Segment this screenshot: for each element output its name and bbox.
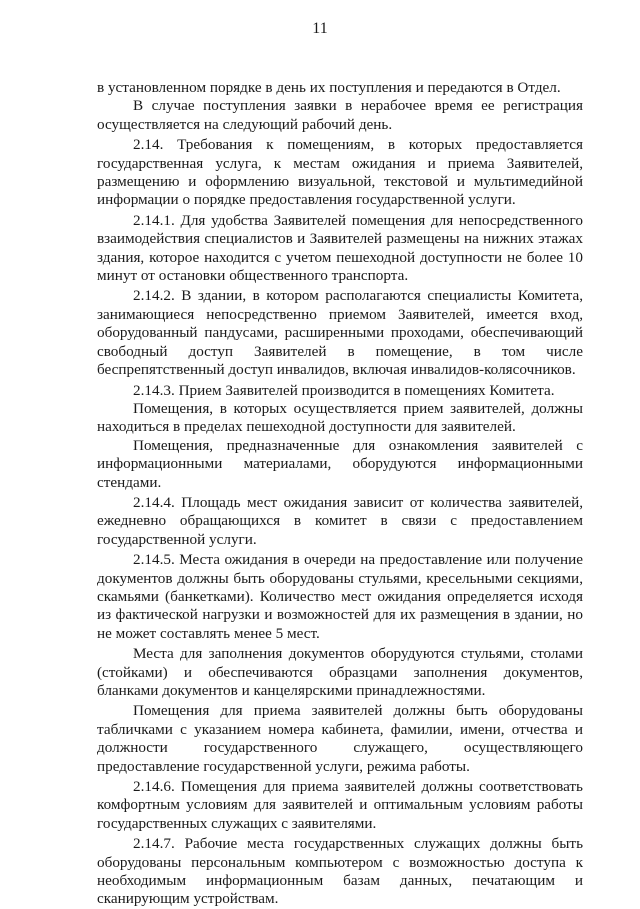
- paragraph-reception-premises: Помещения, в которых осуществляется прием заявителей, должны находиться в пределах пешеходной доступности для заявителей.: [97, 399, 583, 436]
- paragraph-info-stands: Помещения, предназначенные для ознакомления заявителей с информационными материалами, оборудуются информационными стендами.: [97, 436, 583, 491]
- paragraph-2-14-2: 2.14.2. В здании, в котором располагаются специалисты Комитета, занимающиеся непосредственно приемом Заявителей, имеется вход, оборудованный пандусами, расширенными проходами, обеспечивающий свободный доступ Заявителей в помещение, в том числе беспрепятственный доступ инвалидов, включая инвалидов-колясочников.: [97, 287, 583, 379]
- paragraph-continuation: в установленном порядке в день их поступления и передаются в Отдел.: [97, 79, 561, 96]
- document-body: [97, 79, 583, 909]
- paragraph-off-hours-registration: В случае поступления заявки в нерабочее время ее регистрация осуществляется на следующий рабочий день.: [97, 97, 583, 133]
- paragraph-2-14-1: 2.14.1. Для удобства Заявителей помещения для непосредственного взаимодействия специалистов и Заявителей размещены на нижних этажах здания, которое находится с учетом пешеходной доступности не более 10 минут от остановки общественного транспорта.: [97, 211, 583, 285]
- paragraph-2-14: 2.14. Требования к помещениям, в которых предоставляется государственная услуга, к местам ожидания и приема Заявителей, размещению и оформлению визуальной, текстовой и мультимедийной информации о порядке предоставления государственной услуги.: [97, 136, 583, 209]
- paragraph-signage: Помещения для приема заявителей должны быть оборудованы табличками с указанием номера кабинета, фамилии, имени, отчества и должности государственного служащего, осуществляющего предоставление государственной услуги, режима работы.: [97, 702, 583, 775]
- paragraph-2-14-4: 2.14.4. Площадь мест ожидания зависит от количества заявителей, ежедневно обращающихся в комитет в связи с предоставлением государственной услуги.: [97, 493, 583, 548]
- paragraph-2-14-7: 2.14.7. Рабочие места государственных служащих должны быть оборудованы персональным компьютером с возможностью доступа к необходимым информационным базам данных, печатающим и сканирующим устройствам.: [97, 835, 583, 908]
- paragraph-document-filling: Места для заполнения документов оборудуются стульями, столами (стойками) и обеспечиваются образцами заполнения документов, бланками документов и канцелярскими принадлежностями.: [97, 645, 583, 699]
- paragraph-2-14-6: 2.14.6. Помещения для приема заявителей должны соответствовать комфортным условиям для заявителей и оптимальным условиям работы государственных служащих с заявителями.: [97, 778, 583, 832]
- page-number: 11: [312, 20, 328, 37]
- paragraph-2-14-5: 2.14.5. Места ожидания в очереди на предоставление или получение документов должны быть оборудованы стульями, кресельными секциями, скамьями (банкетками). Количество мест ожидания определяется исходя из фактической нагрузки и возможностей для их размещения в здании, но не может составлять менее 5 мест.: [97, 551, 583, 642]
- paragraph-2-14-3: 2.14.3. Прием Заявителей производится в помещениях Комитета.: [133, 381, 555, 399]
